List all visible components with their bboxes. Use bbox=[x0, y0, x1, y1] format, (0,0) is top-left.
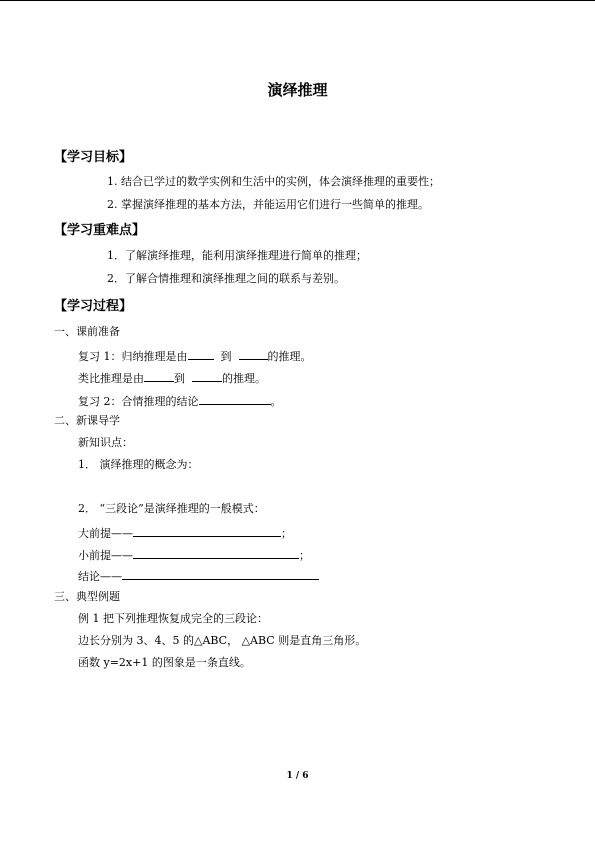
example1-statement-2: 函数 y=2x+1 的图象是一条直线。 bbox=[78, 656, 251, 669]
review1-line bbox=[78, 348, 312, 364]
review1-blank-1[interactable] bbox=[188, 348, 214, 360]
analogy-text-to: 到 bbox=[174, 372, 185, 385]
goal-item-1: 1. 结合已学过的数学实例和生活中的实例，体会演绎推理的重要性； bbox=[107, 175, 440, 188]
major-premise-end: ； bbox=[281, 527, 292, 540]
analogy-text-end: 的推理。 bbox=[222, 372, 266, 385]
analogy-text-start: 类比推理是由 bbox=[78, 372, 144, 385]
example1-statement-1: 边长分别为 3、4、5 的△ABC， △ABC 则是直角三角形。 bbox=[78, 634, 367, 647]
review2-line bbox=[78, 393, 282, 409]
example1-prompt: 例 1 把下列推理恢复成完全的三段论： bbox=[78, 612, 268, 625]
new-knowledge-label: 新知识点： bbox=[78, 436, 133, 449]
section-heading-keypoints: 【学习重难点】 bbox=[54, 223, 146, 238]
top-border-line bbox=[0, 0, 595, 1]
page-title: 演绎推理 bbox=[267, 81, 328, 99]
major-premise-blank[interactable] bbox=[133, 525, 281, 537]
page-number: 1 / 6 bbox=[286, 771, 309, 781]
concept-item: 1． 演绎推理的概念为： bbox=[78, 458, 199, 471]
keypoint-item-1: 1．了解演绎推理，能利用演绎推理进行简单的推理； bbox=[107, 249, 367, 262]
keypoint-item-2: 2．了解合情推理和演绎推理之间的联系与差别。 bbox=[107, 272, 345, 285]
part2-label: 二、新课导学 bbox=[54, 414, 120, 427]
conclusion-line bbox=[78, 568, 319, 584]
review1-text-to: 到 bbox=[220, 350, 232, 363]
analogy-blank-1[interactable] bbox=[144, 370, 174, 382]
goal-item-2: 2. 掌握演绎推理的基本方法，并能运用它们进行一些简单的推理。 bbox=[107, 198, 429, 211]
review1-text-start: 复习 1：归纳推理是由 bbox=[78, 350, 188, 363]
syllogism-item: 2． “三段论”是演绎推理的一般模式： bbox=[78, 502, 265, 515]
review2-text-start: 复习 2：合情推理的结论 bbox=[78, 395, 199, 408]
part1-label: 一、课前准备 bbox=[54, 325, 120, 338]
major-premise-label: 大前提—— bbox=[78, 527, 133, 540]
analogy-blank-2[interactable] bbox=[192, 370, 222, 382]
conclusion-blank[interactable] bbox=[122, 568, 319, 580]
major-premise-line bbox=[78, 525, 292, 541]
review2-text-end: 。 bbox=[270, 395, 282, 408]
minor-premise-label: 小前提—— bbox=[78, 549, 133, 562]
part3-label: 三、典型例题 bbox=[54, 590, 120, 603]
review1-blank-2[interactable] bbox=[239, 348, 268, 360]
conclusion-label: 结论—— bbox=[78, 570, 122, 583]
review1-text-end: 的推理。 bbox=[267, 350, 312, 363]
section-heading-goals: 【学习目标】 bbox=[54, 150, 133, 165]
review2-blank[interactable] bbox=[199, 393, 271, 405]
minor-premise-blank[interactable] bbox=[133, 547, 299, 559]
minor-premise-end: ； bbox=[299, 549, 310, 562]
section-heading-process: 【学习过程】 bbox=[54, 299, 133, 314]
analogy-line bbox=[78, 370, 266, 386]
minor-premise-line bbox=[78, 547, 310, 563]
